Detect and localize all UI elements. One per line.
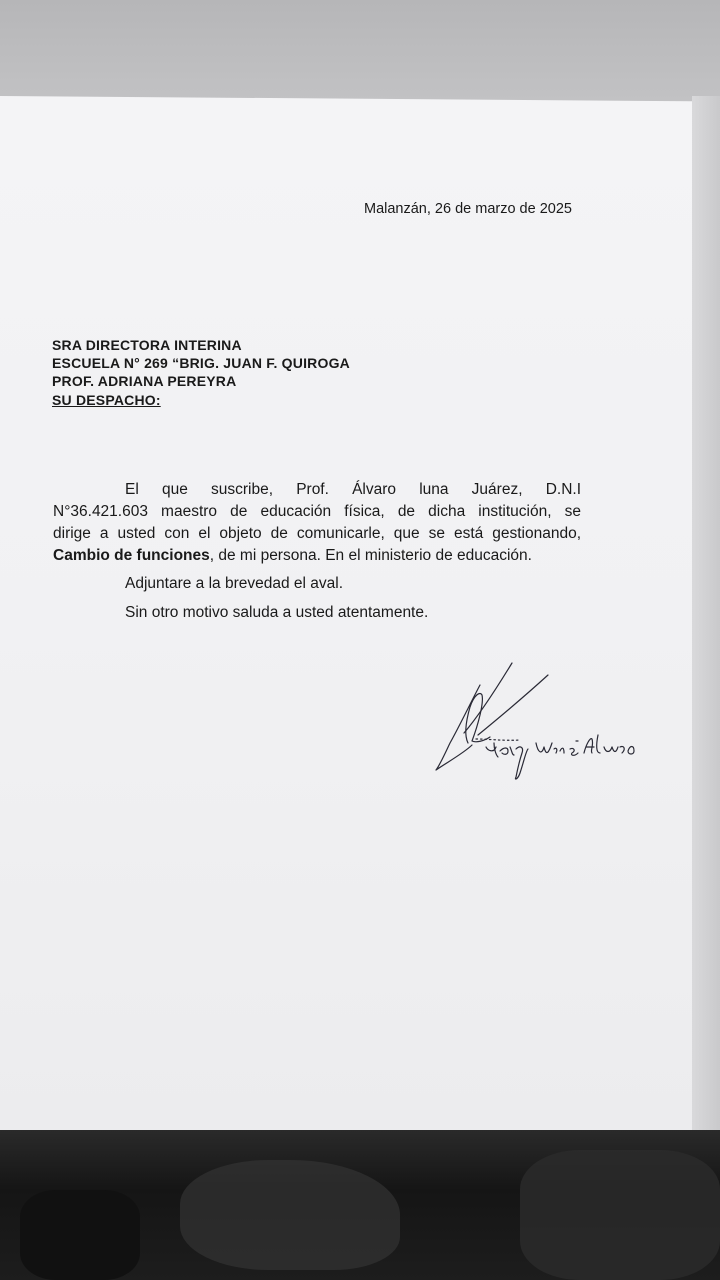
handwritten-signature bbox=[420, 655, 660, 795]
background-shadow-shape bbox=[520, 1150, 720, 1280]
body-paragraph-3: Sin otro motivo saluda a usted atentamente. bbox=[125, 604, 429, 621]
background-bottom bbox=[0, 1130, 720, 1280]
paper-edge-shadow bbox=[692, 96, 720, 1136]
background-top bbox=[0, 0, 720, 110]
body-bold-phrase: Cambio de funciones bbox=[53, 547, 210, 564]
body-line-2: N°36.421.603 maestro de educación física, de dicha institución, se bbox=[53, 503, 581, 520]
body-line-4-rest: , de mi persona. En el ministerio de educación. bbox=[209, 547, 532, 564]
body-paragraph-2: Adjuntare a la brevedad el aval. bbox=[125, 575, 344, 592]
letter-date: Malanzán, 26 de marzo de 2025 bbox=[364, 201, 572, 217]
body-line-4 bbox=[53, 545, 581, 567]
letter-body-paragraph bbox=[53, 479, 581, 567]
letter-page bbox=[0, 96, 692, 1148]
recipient-line-4: SU DESPACHO: bbox=[52, 392, 161, 408]
recipient-line-2: ESCUELA N° 269 “BRIG. JUAN F. QUIROGA bbox=[52, 355, 350, 371]
background-shadow-shape bbox=[20, 1190, 140, 1280]
background-shadow-shape bbox=[180, 1160, 400, 1270]
body-line-3: dirige a usted con el objeto de comunicarle, que se está gestionando, bbox=[53, 525, 581, 542]
recipient-line-1: SRA DIRECTORA INTERINA bbox=[52, 337, 242, 353]
body-line-1: El que suscribe, Prof. Álvaro luna Juárez, D.N.I bbox=[125, 481, 581, 498]
recipient-line-3: PROF. ADRIANA PEREYRA bbox=[52, 373, 237, 389]
